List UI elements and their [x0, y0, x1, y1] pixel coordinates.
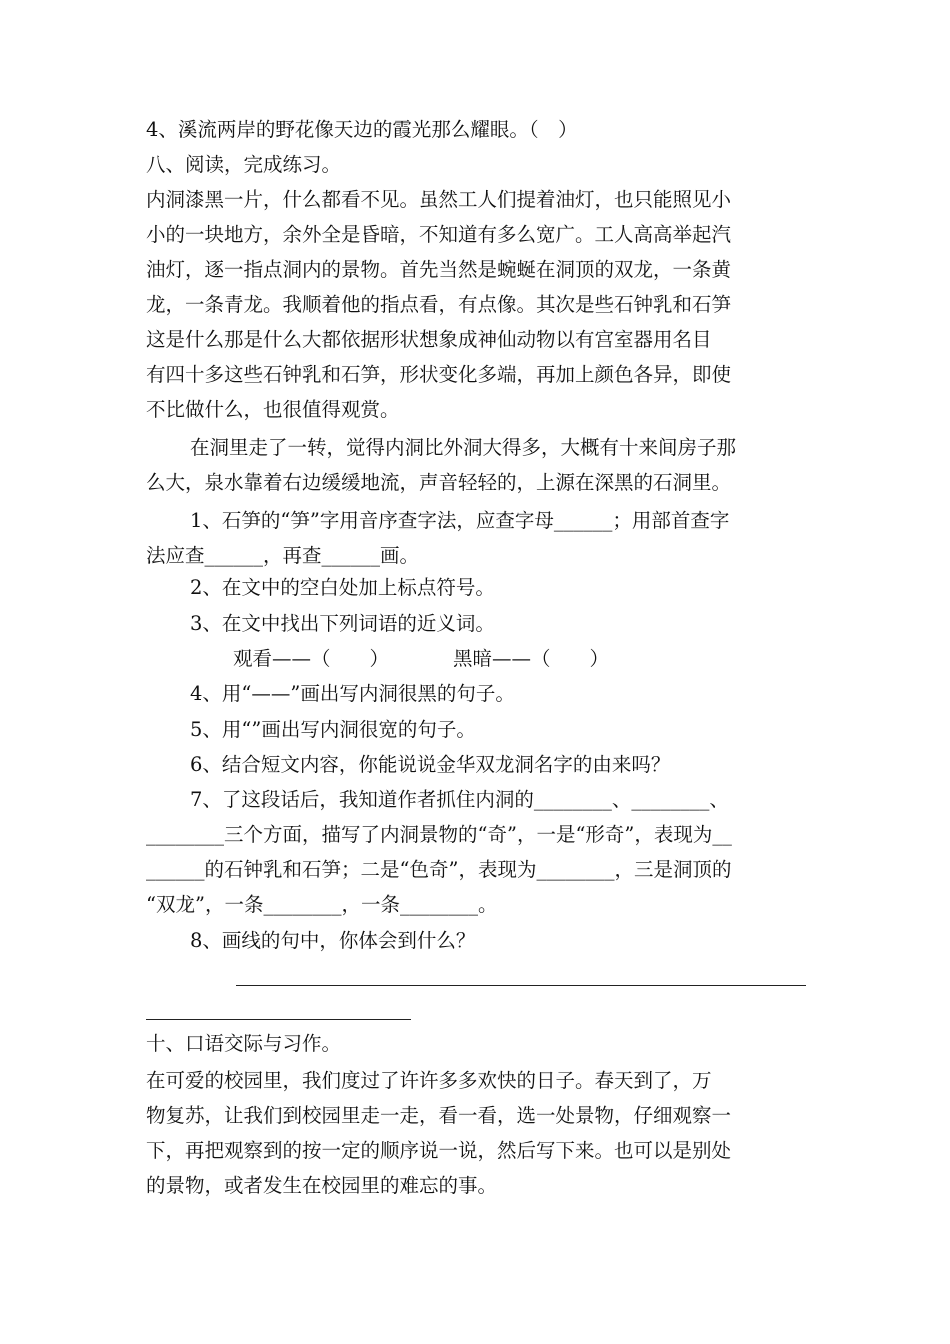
judgment-item-4: 4、溪流两岸的野花像天边的霞光那么耀眼。（ ） [146, 118, 578, 141]
synonym-item-2: 黑暗——（ ） [453, 647, 610, 670]
reading-para2-line1: 在洞里走了一转，觉得内洞比外洞大得多，大概有十来间房子那 [190, 436, 737, 459]
writing-prompt-line4: 的景物，或者发生在校园里的难忘的事。 [146, 1174, 498, 1197]
question-6: 6、结合短文内容，你能说说金华双龙洞名字的由来吗？ [190, 753, 671, 776]
question-4: 4、用“——”画出写内洞很黑的句子。 [190, 682, 515, 705]
question-1-line1: 1、石笋的“笋”字用音序查字法，应查字母______；用部首查字 [190, 509, 730, 532]
section-10-title: 十、口语交际与习作。 [146, 1032, 342, 1055]
answer-line-2 [146, 1019, 411, 1020]
question-7-line1: 7、了这段话后，我知道作者抓住内洞的________、________、 [190, 788, 729, 811]
question-7-line3: ______的石钟乳和石笋；二是“色奇”，表现为________，三是洞顶的 [146, 858, 732, 881]
writing-prompt-line3: 下，再把观察到的按一定的顺序说一说，然后写下来。也可以是别处 [146, 1139, 732, 1162]
question-5: 5、用“”画出写内洞很宽的句子。 [190, 718, 476, 741]
synonym-item-1: 观看——（ ） [233, 647, 390, 670]
reading-para2-line2: 么大，泉水靠着右边缓缓地流，声音轻轻的，上源在深黑的石洞里。 [146, 471, 732, 494]
answer-line-1 [236, 985, 806, 986]
writing-prompt-line1: 在可爱的校园里，我们度过了许许多多欢快的日子。春天到了，万 [146, 1069, 712, 1092]
question-1-line2: 法应查______，再查______画。 [146, 544, 420, 567]
question-2: 2、在文中的空白处加上标点符号。 [190, 576, 495, 599]
question-7-line4: “双龙”，一条________，一条________。 [146, 893, 498, 916]
reading-para1-line6: 有四十多这些石钟乳和石笋，形状变化多端，再加上颜色各异，即使 [146, 363, 732, 386]
question-8: 8、画线的句中，你体会到什么？ [190, 929, 476, 952]
section-8-title: 八、阅读，完成练习。 [146, 153, 342, 176]
reading-para1-line7: 不比做什么，也很值得观赏。 [146, 398, 400, 421]
reading-para1-line1: 内洞漆黑一片，什么都看不见。虽然工人们提着油灯，也只能照见小 [146, 188, 732, 211]
question-7-line2: ________三个方面，描写了内洞景物的“奇”，一是“形奇”，表现为__ [146, 823, 732, 846]
reading-para1-line3: 油灯，逐一指点洞内的景物。首先当然是蜿蜒在洞顶的双龙，一条黄 [146, 258, 732, 281]
reading-para1-line2: 小的一块地方，余外全是昏暗，不知道有多么宽广。工人高高举起汽 [146, 223, 732, 246]
question-3: 3、在文中找出下列词语的近义词。 [190, 612, 495, 635]
question-3-words [233, 642, 609, 676]
reading-para1-line4: 龙，一条青龙。我顺着他的指点看，有点像。其次是些石钟乳和石笋 [146, 293, 732, 316]
reading-para1-line5: 这是什么那是什么大都依据形状想象成神仙动物以有宫室器用名目 [146, 328, 712, 351]
writing-prompt-line2: 物复苏，让我们到校园里走一走，看一看，选一处景物，仔细观察一 [146, 1104, 732, 1127]
